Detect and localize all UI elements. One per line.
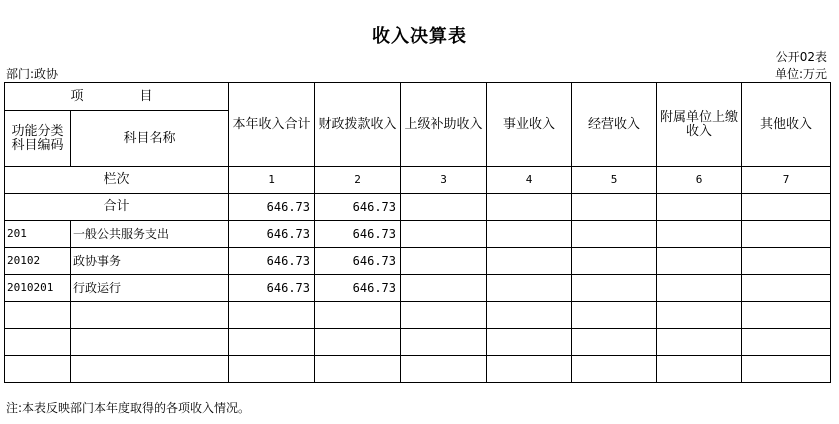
table-cell [657, 221, 742, 248]
table-cell [657, 194, 742, 221]
subject-name [71, 329, 229, 356]
table-cell [487, 248, 572, 275]
table-cell [572, 194, 657, 221]
table-cell: 646.73 [315, 194, 401, 221]
table-row [5, 329, 831, 356]
form-code: 公开02表 [775, 50, 827, 64]
table-row [5, 275, 831, 302]
table-cell [572, 221, 657, 248]
table-cell [401, 302, 487, 329]
subject-name: 政协事务 [71, 248, 229, 275]
table-cell [229, 329, 315, 356]
column-number: 2 [315, 167, 401, 194]
table-row [5, 248, 831, 275]
table-cell [742, 329, 831, 356]
table-row [5, 302, 831, 329]
table-row [5, 356, 831, 383]
table-cell [487, 329, 572, 356]
column-header: 事业收入 [487, 83, 572, 167]
footnote: 注:本表反映部门本年度取得的各项收入情况。 [6, 401, 251, 415]
table-cell [487, 194, 572, 221]
table-cell [487, 356, 572, 383]
column-header: 财政拨款收入 [315, 83, 401, 167]
table-cell [742, 302, 831, 329]
table-cell [229, 302, 315, 329]
subject-code [5, 302, 71, 329]
column-header: 上级补助收入 [401, 83, 487, 167]
table-cell [742, 248, 831, 275]
column-header: 本年收入合计 [229, 83, 315, 167]
table-cell [229, 356, 315, 383]
table-cell [657, 248, 742, 275]
subject-code [5, 329, 71, 356]
subject-code: 201 [5, 221, 71, 248]
column-header: 其他收入 [742, 83, 831, 167]
table-cell: 646.73 [229, 275, 315, 302]
table-cell [487, 221, 572, 248]
income-table [4, 82, 831, 383]
table-cell [742, 194, 831, 221]
table-cell [742, 275, 831, 302]
column-header: 经营收入 [572, 83, 657, 167]
total-row [5, 194, 831, 221]
table-cell: 646.73 [229, 248, 315, 275]
table-cell [657, 275, 742, 302]
table-cell: 646.73 [315, 248, 401, 275]
table-cell [401, 194, 487, 221]
subject-name [71, 302, 229, 329]
table-cell [401, 248, 487, 275]
table-cell [572, 248, 657, 275]
column-number: 1 [229, 167, 315, 194]
column-number: 3 [401, 167, 487, 194]
subject-code: 20102 [5, 248, 71, 275]
table-cell [487, 302, 572, 329]
table-cell [572, 356, 657, 383]
column-number: 5 [572, 167, 657, 194]
subject-name: 行政运行 [71, 275, 229, 302]
subject-name-header: 科目名称 [71, 111, 229, 167]
total-label: 合计 [5, 194, 229, 221]
table-cell [401, 221, 487, 248]
table-cell [315, 302, 401, 329]
table-cell: 646.73 [229, 194, 315, 221]
column-index-label: 栏次 [5, 167, 229, 194]
table-cell: 646.73 [315, 221, 401, 248]
table-cell [657, 302, 742, 329]
table-cell [401, 329, 487, 356]
subject-name [71, 356, 229, 383]
table-cell: 646.73 [315, 275, 401, 302]
subject-name: 一般公共服务支出 [71, 221, 229, 248]
page-title: 收入决算表 [372, 26, 467, 47]
table-cell [657, 329, 742, 356]
table-cell [657, 356, 742, 383]
department-label: 部门:政协 [6, 67, 59, 81]
table-cell [315, 356, 401, 383]
table-cell [572, 329, 657, 356]
table-cell [572, 275, 657, 302]
column-number: 7 [742, 167, 831, 194]
table-cell [401, 275, 487, 302]
column-number: 6 [657, 167, 742, 194]
table-row [5, 221, 831, 248]
table-cell [401, 356, 487, 383]
column-header: 附属单位上缴收入 [657, 83, 742, 167]
subject-code: 2010201 [5, 275, 71, 302]
func-code-header: 功能分类科目编码 [5, 111, 71, 167]
unit-label: 单位:万元 [774, 67, 827, 81]
subject-code [5, 356, 71, 383]
column-number: 4 [487, 167, 572, 194]
table-cell: 646.73 [229, 221, 315, 248]
table-cell [572, 302, 657, 329]
table-cell [742, 356, 831, 383]
table-cell [487, 275, 572, 302]
item-header: 项 目 [5, 83, 229, 111]
table-cell [315, 329, 401, 356]
table-cell [742, 221, 831, 248]
